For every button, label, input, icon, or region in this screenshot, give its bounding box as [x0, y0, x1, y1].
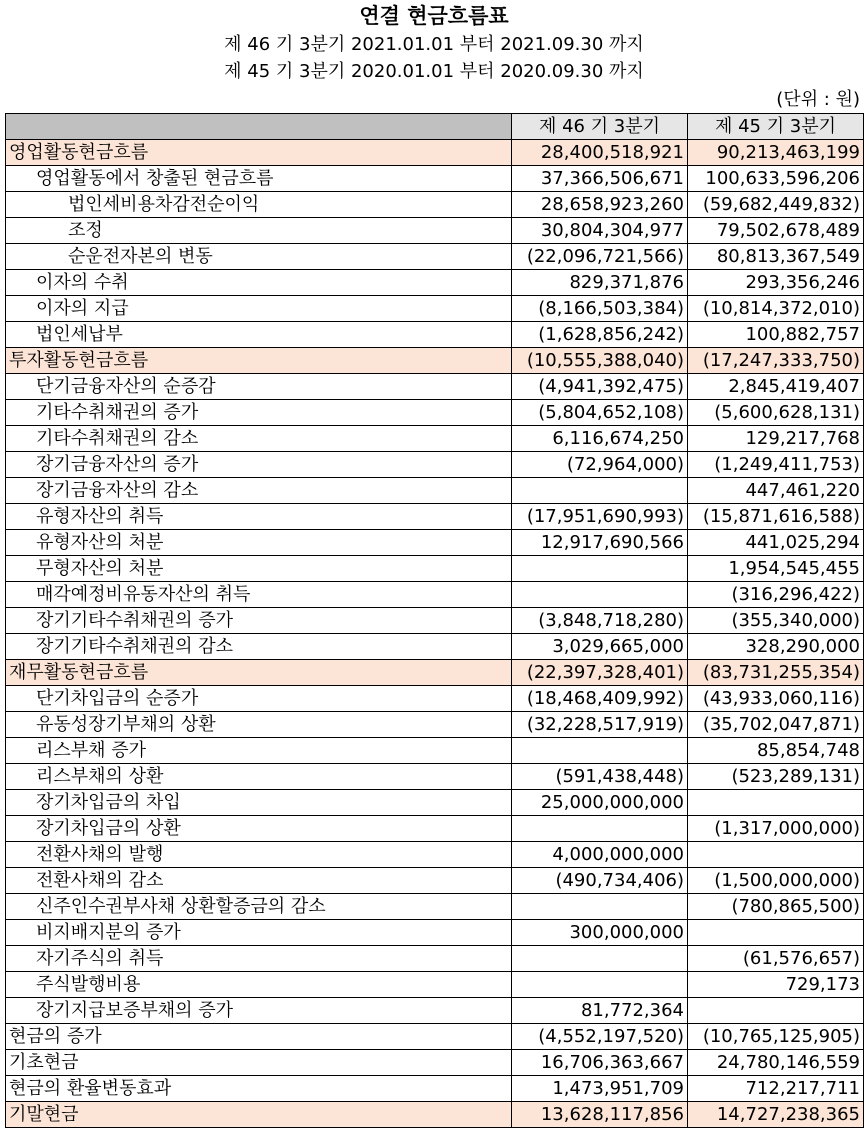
row-label: 현금의 환율변동효과 — [6, 1076, 512, 1102]
row-label: 기초현금 — [6, 1050, 512, 1076]
row-prior-value — [688, 998, 864, 1024]
row-current-value: 25,000,000,000 — [512, 790, 688, 816]
statement-title: 연결 현금흐름표 — [359, 4, 509, 28]
table-row — [6, 244, 864, 270]
row-label: 장기차입금의 차입 — [6, 790, 512, 816]
row-current-value: (1,628,856,242) — [512, 322, 688, 348]
row-current-value: 13,628,117,856 — [512, 1102, 688, 1128]
cash-flow-table — [5, 113, 864, 1128]
row-prior-value: 80,813,367,549 — [688, 244, 864, 270]
row-current-value: 6,116,674,250 — [512, 426, 688, 452]
table-row — [6, 946, 864, 972]
header-current-period: 제 46 기 3분기 — [512, 114, 688, 140]
row-label: 영업활동현금흐름 — [6, 140, 512, 166]
unit-label: (단위 : 원) — [776, 89, 860, 110]
table-row — [6, 374, 864, 400]
row-current-value — [512, 582, 688, 608]
row-label: 전환사채의 감소 — [6, 868, 512, 894]
table-row — [6, 400, 864, 426]
row-current-value: 28,658,923,260 — [512, 192, 688, 218]
row-prior-value: (523,289,131) — [688, 764, 864, 790]
row-label: 법인세납부 — [6, 322, 512, 348]
row-prior-value: (5,600,628,131) — [688, 400, 864, 426]
row-label: 주식발행비용 — [6, 972, 512, 998]
row-prior-value: (17,247,333,750) — [688, 348, 864, 374]
table-row — [6, 920, 864, 946]
header-prior-period: 제 45 기 3분기 — [688, 114, 864, 140]
row-label: 유형자산의 취득 — [6, 504, 512, 530]
row-current-value: 4,000,000,000 — [512, 842, 688, 868]
row-current-value: 28,400,518,921 — [512, 140, 688, 166]
row-label: 순운전자본의 변동 — [6, 244, 512, 270]
row-prior-value: 712,217,711 — [688, 1076, 864, 1102]
row-prior-value: (83,731,255,354) — [688, 660, 864, 686]
row-label: 장기지급보증부채의 증가 — [6, 998, 512, 1024]
row-current-value — [512, 946, 688, 972]
table-row — [6, 426, 864, 452]
row-current-value: (8,166,503,384) — [512, 296, 688, 322]
row-label: 무형자산의 처분 — [6, 556, 512, 582]
table-row — [6, 348, 864, 374]
row-prior-value: (355,340,000) — [688, 608, 864, 634]
row-label: 단기차입금의 순증가 — [6, 686, 512, 712]
table-row — [6, 790, 864, 816]
row-prior-value: 24,780,146,559 — [688, 1050, 864, 1076]
table-body — [6, 140, 864, 1128]
table-row — [6, 998, 864, 1024]
row-prior-value: 447,461,220 — [688, 478, 864, 504]
row-label: 장기금융자산의 감소 — [6, 478, 512, 504]
row-prior-value: 729,173 — [688, 972, 864, 998]
table-row — [6, 712, 864, 738]
row-label: 전환사채의 발행 — [6, 842, 512, 868]
table-row — [6, 530, 864, 556]
row-prior-value: 2,845,419,407 — [688, 374, 864, 400]
row-label: 재무활동현금흐름 — [6, 660, 512, 686]
row-label: 기타수취채권의 증가 — [6, 400, 512, 426]
row-prior-value: (316,296,422) — [688, 582, 864, 608]
row-prior-value: 441,025,294 — [688, 530, 864, 556]
row-current-value — [512, 972, 688, 998]
row-prior-value: 100,882,757 — [688, 322, 864, 348]
row-current-value: (591,438,448) — [512, 764, 688, 790]
row-label: 현금의 증가 — [6, 1024, 512, 1050]
row-current-value: (10,555,388,040) — [512, 348, 688, 374]
row-current-value — [512, 816, 688, 842]
row-label: 영업활동에서 창출된 현금흐름 — [6, 166, 512, 192]
row-label: 유형자산의 처분 — [6, 530, 512, 556]
row-current-value: (22,096,721,566) — [512, 244, 688, 270]
row-label: 기타수취채권의 감소 — [6, 426, 512, 452]
row-label: 법인세비용차감전순이익 — [6, 192, 512, 218]
row-current-value: 37,366,506,671 — [512, 166, 688, 192]
table-row — [6, 868, 864, 894]
row-current-value: (5,804,652,108) — [512, 400, 688, 426]
row-label: 기말현금 — [6, 1102, 512, 1128]
period-prior: 제 45 기 3분기 2020.01.01 부터 2020.09.30 까지 — [224, 61, 644, 82]
table-row — [6, 816, 864, 842]
row-label: 장기차입금의 상환 — [6, 816, 512, 842]
row-current-value: 1,473,951,709 — [512, 1076, 688, 1102]
table-row — [6, 608, 864, 634]
row-prior-value: (43,933,060,116) — [688, 686, 864, 712]
row-prior-value: (1,317,000,000) — [688, 816, 864, 842]
row-current-value — [512, 894, 688, 920]
table-row — [6, 842, 864, 868]
row-current-value: (18,468,409,992) — [512, 686, 688, 712]
row-current-value: (4,941,392,475) — [512, 374, 688, 400]
row-prior-value — [688, 790, 864, 816]
row-current-value: (4,552,197,520) — [512, 1024, 688, 1050]
row-current-value: 300,000,000 — [512, 920, 688, 946]
row-prior-value: (15,871,616,588) — [688, 504, 864, 530]
row-label: 리스부채의 상환 — [6, 764, 512, 790]
row-prior-value: (1,500,000,000) — [688, 868, 864, 894]
row-current-value: (32,228,517,919) — [512, 712, 688, 738]
row-prior-value: 129,217,768 — [688, 426, 864, 452]
row-label: 장기기타수취채권의 감소 — [6, 634, 512, 660]
table-row — [6, 894, 864, 920]
row-prior-value — [688, 842, 864, 868]
row-current-value: 829,371,876 — [512, 270, 688, 296]
table-row — [6, 582, 864, 608]
table-row — [6, 140, 864, 166]
row-prior-value: (10,765,125,905) — [688, 1024, 864, 1050]
row-label: 장기금융자산의 증가 — [6, 452, 512, 478]
table-row — [6, 296, 864, 322]
table-row — [6, 192, 864, 218]
row-prior-value: (61,576,657) — [688, 946, 864, 972]
row-prior-value — [688, 920, 864, 946]
table-row — [6, 738, 864, 764]
row-current-value — [512, 738, 688, 764]
row-prior-value: 293,356,246 — [688, 270, 864, 296]
row-current-value: 81,772,364 — [512, 998, 688, 1024]
row-current-value: (3,848,718,280) — [512, 608, 688, 634]
table-row — [6, 322, 864, 348]
period-current: 제 46 기 3분기 2021.01.01 부터 2021.09.30 까지 — [224, 34, 644, 55]
row-prior-value: 100,633,596,206 — [688, 166, 864, 192]
row-current-value: 3,029,665,000 — [512, 634, 688, 660]
header-blank — [6, 114, 512, 140]
table-row — [6, 556, 864, 582]
row-current-value — [512, 556, 688, 582]
row-label: 신주인수권부사채 상환할증금의 감소 — [6, 894, 512, 920]
row-current-value: (490,734,406) — [512, 868, 688, 894]
row-prior-value: 90,213,463,199 — [688, 140, 864, 166]
row-label: 이자의 지급 — [6, 296, 512, 322]
table-row — [6, 1076, 864, 1102]
row-label: 유동성장기부채의 상환 — [6, 712, 512, 738]
row-prior-value: 85,854,748 — [688, 738, 864, 764]
row-current-value: 12,917,690,566 — [512, 530, 688, 556]
table-row — [6, 686, 864, 712]
table-row — [6, 764, 864, 790]
row-prior-value: (59,682,449,832) — [688, 192, 864, 218]
row-label: 자기주식의 취득 — [6, 946, 512, 972]
row-label: 조정 — [6, 218, 512, 244]
row-prior-value: 1,954,545,455 — [688, 556, 864, 582]
table-row — [6, 660, 864, 686]
row-label: 투자활동현금흐름 — [6, 348, 512, 374]
row-label: 단기금융자산의 순증감 — [6, 374, 512, 400]
table-row — [6, 1102, 864, 1128]
row-label: 비지배지분의 증가 — [6, 920, 512, 946]
row-prior-value: (35,702,047,871) — [688, 712, 864, 738]
table-row — [6, 504, 864, 530]
table-row — [6, 972, 864, 998]
table-row — [6, 1050, 864, 1076]
row-current-value: (72,964,000) — [512, 452, 688, 478]
row-current-value: (22,397,328,401) — [512, 660, 688, 686]
row-prior-value: 79,502,678,489 — [688, 218, 864, 244]
row-prior-value: (780,865,500) — [688, 894, 864, 920]
row-prior-value: (10,814,372,010) — [688, 296, 864, 322]
row-label: 매각예정비유동자산의 취득 — [6, 582, 512, 608]
row-prior-value: (1,249,411,753) — [688, 452, 864, 478]
header-row — [6, 114, 864, 140]
row-current-value: (17,951,690,993) — [512, 504, 688, 530]
row-current-value: 16,706,363,667 — [512, 1050, 688, 1076]
table-row — [6, 634, 864, 660]
row-label: 리스부채 증가 — [6, 738, 512, 764]
row-prior-value: 14,727,238,365 — [688, 1102, 864, 1128]
table-row — [6, 166, 864, 192]
row-current-value — [512, 478, 688, 504]
table-row — [6, 218, 864, 244]
row-label: 이자의 수취 — [6, 270, 512, 296]
table-row — [6, 1024, 864, 1050]
table-row — [6, 270, 864, 296]
row-current-value: 30,804,304,977 — [512, 218, 688, 244]
row-label: 장기기타수취채권의 증가 — [6, 608, 512, 634]
row-prior-value: 328,290,000 — [688, 634, 864, 660]
table-row — [6, 478, 864, 504]
table-row — [6, 452, 864, 478]
